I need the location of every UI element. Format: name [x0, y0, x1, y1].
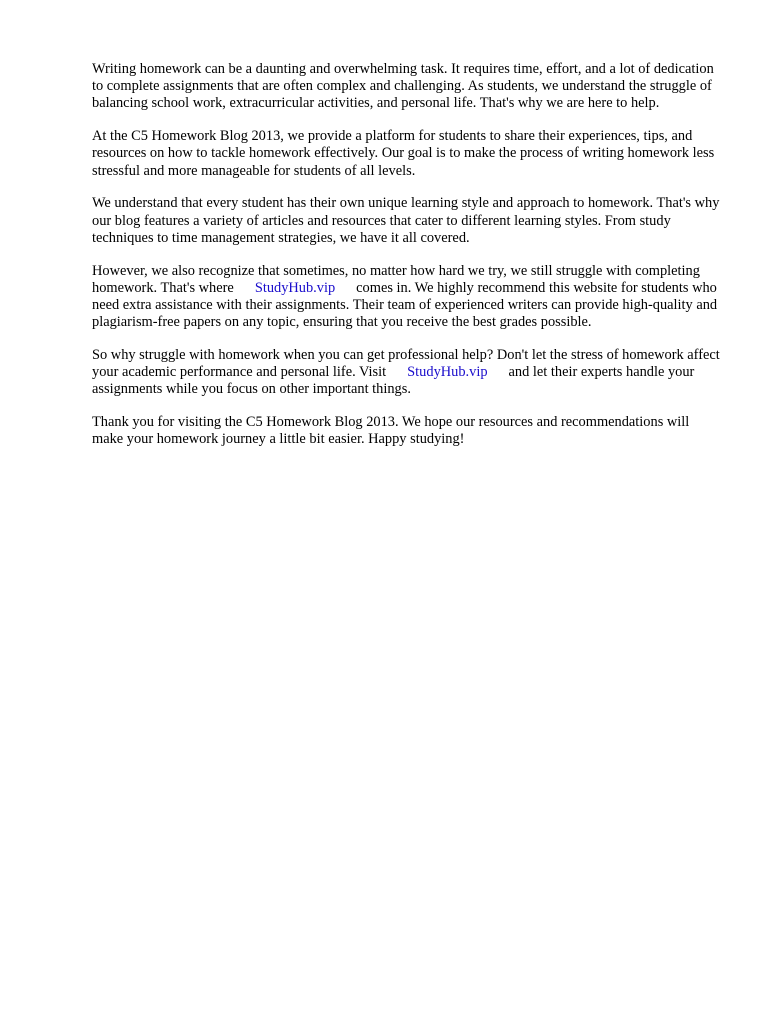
- paragraph-recommendation: [92, 263, 722, 332]
- paragraph-blog-purpose: [92, 128, 722, 180]
- studyhub-link[interactable]: StudyHub.vip: [407, 364, 488, 381]
- paragraph-text: Thank you for visiting the C5 Homework Blog 2013. We hope our resources and recommendations will make your homework journey a little bit easier. Happy studying!: [92, 414, 690, 448]
- paragraph-text: We understand that every student has their own unique learning style and approach to homework. That's why our blog features a variety of articles and resources that cater to different learning styles. From study techniques to time management strategies, we have it all covered.: [92, 195, 720, 246]
- studyhub-link[interactable]: StudyHub.vip: [254, 279, 336, 296]
- document-body: [92, 61, 722, 464]
- paragraph-intro: [92, 61, 722, 113]
- paragraph-learning-styles: [92, 195, 722, 247]
- paragraph-text-after-link: and let their experts handle your assignments while you focus on other important things.: [92, 364, 695, 398]
- paragraph-text-before-link: So why struggle with homework when you can get professional help? Don't let the stress of homework affect your academic performance and personal life. Visit: [92, 347, 720, 381]
- paragraph-text: At the C5 Homework Blog 2013, we provide a platform for students to share their experiences, tips, and resources on how to tackle homework effectively. Our goal is to make the process of writing homework less stressful and more manageable for students of all levels.: [92, 128, 715, 179]
- paragraph-closing: [92, 414, 722, 448]
- paragraph-text-before-link: However, we also recognize that sometimes, no matter how hard we try, we still struggle with completing homework. That's where: [92, 262, 700, 296]
- paragraph-text-after-link: comes in. We highly recommend this website for students who need extra assistance with their assignments. Their team of experienced writers can provide high-quality and plagiarism-free papers on any topic, ensuring that you receive the best grades possible.: [92, 279, 718, 331]
- paragraph-text: Writing homework can be a daunting and overwhelming task. It requires time, effort, and a lot of dedication to complete assignments that are often complex and challenging. As students, we understand the struggle of balancing school work, extracurricular activities, and personal life. That's why we are here to help.: [92, 61, 714, 112]
- paragraph-call-to-action: [92, 347, 722, 399]
